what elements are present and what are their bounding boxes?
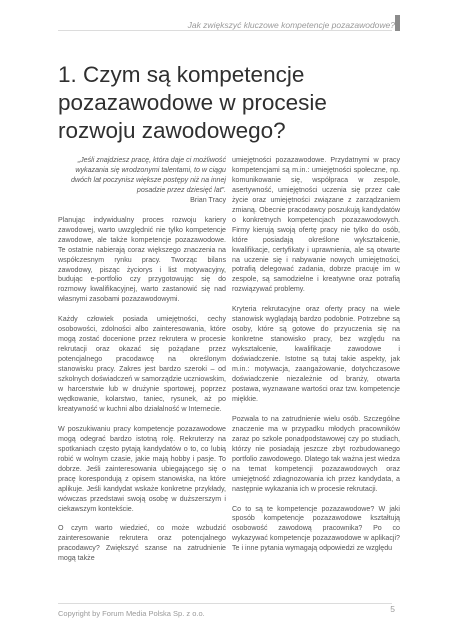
body-paragraph: Planując indywidualny proces rozwoju kariery zawodowej, warto uwzględnić nie tylko kompetencje zawodowe, ale także kompetencje pozazawodowe. Te ostatnie nabierają coraz większego znaczenia na współczesnym rynku pracy. Tworząc bilans zawodowy, pisząc życiorys i list motywacyjny, budując e-portfolio czy przygotowując się do rozmowy kwalifikacyjnej, warto zastanowić się nad własnymi zasobami pozazawodowymi. (58, 215, 226, 304)
body-paragraph: Każdy człowiek posiada umiejętności, cechy osobowości, zdolności albo zainteresowania, które mogą zostać docenione przez rekrutera w procesie rekrutacji oraz okazać się pożądane przez potencjalnego pracodawcę na określonym stanowisku pracy. Zakres jest bardzo szeroki – od szkolnych doświadczeń w samorządzie uczniowskim, w harcerstwie lub w drużynie sportowej, poprzez wędkowanie, kolarstwo, taniec, rysunek, aż po kreatywność w kuchni albo działalność w Internecie. (58, 315, 226, 413)
left-column (58, 156, 226, 574)
body-paragraph: Pozwala to na zatrudnienie wielu osób. Szczególne znaczenie ma w przypadku młodych pracowników zaraz po szkole ponadpodstawowej czy po studiach, którzy nie posiadają jeszcze zbyt rozbudowanego portfolio zawodowego. Dlatego tak ważna jest wiedza na temat kompetencji pozazawodowych oraz umiejętność zdiagnozowania ich przez kandydata, a następnie wykazania ich w procesie rekrutacji. (232, 414, 400, 493)
header-rule (58, 30, 392, 31)
chapter-title: 1. Czym są kompetencje pozazawodowe w procesie rozwoju zawodowego? (58, 62, 327, 143)
quote-author: Brian Tracy (190, 195, 226, 204)
body-paragraph: Co to są te kompetencje pozazawodowe? W jaki sposób kompetencje pozazawodowe kształtują osobowość zawodową pracownika? Po co wykazywać kompetencje pozazawodowe w aplikacji? Te i inne pytania wymagają odpowiedzi ze względu (232, 504, 400, 553)
running-head-marker (395, 15, 400, 31)
copyright-notice: Copyright by Forum Media Polska Sp. z o.o. (58, 609, 205, 618)
body-paragraph: umiejętności pozazawodowe. Przydatnymi w pracy kompetencjami są m.in.: umiejętności społeczne, np. komunikowanie się, współpraca w zespole, asertywność, umiejętności uczenia się przez całe życie oraz umiejętności związane z zarządzaniem zmianą. Obecnie pracodawcy poszukują kandydatów o konkretnych kompetencjach pozazawodowych. Firmy kierują swoją ofertę pracy nie tylko do osób, które posiadają określone wykształcenie, kwalifikacje, certyfikaty i uprawnienia, ale są otwarte na uczenie się i nabywanie nowych umiejętności, potrafią delegować zadania, dobrze pracuje im w zespole, są samodzielne i kreatywne oraz potrafią rozwiązywać problemy. (232, 156, 400, 294)
footer-rule (58, 603, 392, 604)
body-paragraph: Kryteria rekrutacyjne oraz oferty pracy na wiele stanowisk wyglądają bardzo podobnie. Potrzebne są osoby, które są gotowe do przyuczenia się na konkretne stanowisko pracy, bez względu na wykształcenie, kwalifikacje zawodowe i doświadczenie. Istotne są tutaj takie aspekty, jak m.in.: motywacja, zaangażowanie, dotychczasowe doświadczenie niezależnie od branży, otwarta postawa, wyznawane wartości oraz tzw. kompetencje miękkie. (232, 305, 400, 403)
body-paragraph: O czym warto wiedzieć, co może wzbudzić zainteresowanie rekrutera oraz potencjalnego pracodawcy? Zwiększyć szanse na zatrudnienie mogą także (58, 524, 226, 563)
right-column (232, 156, 400, 564)
running-head: Jak zwiększyć kluczowe kompetencje pozazawodowe? (187, 20, 395, 30)
page-number: 5 (390, 604, 395, 614)
quote-text: „Jeśli znajdziesz pracę, która daje ci możliwość wykazania się wrodzonymi talentami, to w ciągu dwóch lat poczynisz większe postępy niż na innej posadzie przez dziesięć lat”. (71, 156, 226, 194)
epigraph-quote (58, 156, 226, 206)
body-paragraph: W poszukiwaniu pracy kompetencje pozazawodowe mogą odegrać bardzo istotną rolę. Rekruterzy na spotkaniach często pytają kandydatów o to, co lubią robić w wolnym czasie, jakie mają hobby i pasje. To dobrze. Jeśli zainteresowania ubiegającego się o pracę korespondują z opisem stanowiska, na które aplikuje. Jeśli kandydat wskaże konkretne przykłady, wówczas przedstawi swoją osobę w duższerszym i ciekawszym kontekście. (58, 424, 226, 513)
